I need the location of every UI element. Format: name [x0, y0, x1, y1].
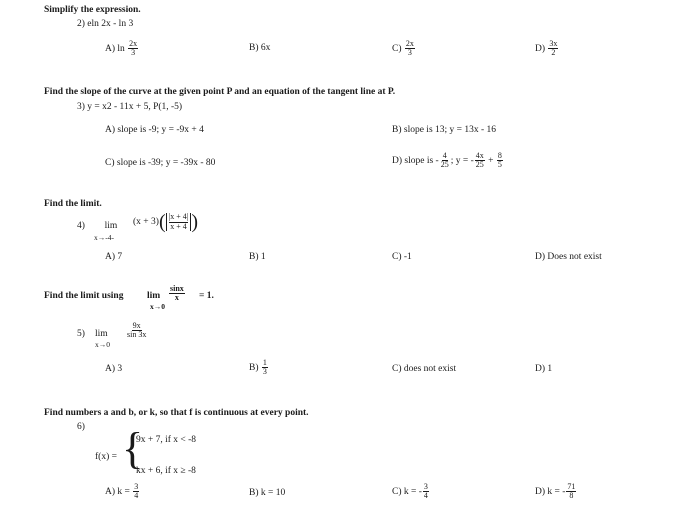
q6-option-b[interactable]: B) k = 10 [249, 488, 286, 498]
q6-option-d-numerator: 71 [567, 482, 576, 491]
q5-option-b-fraction [262, 359, 268, 377]
q6-option-c-numerator: 3 [423, 482, 428, 491]
q5-lim: lim [95, 329, 108, 339]
q2-option-c-numerator: 2x [405, 39, 414, 48]
q6-heading: Find numbers a and b, or k, so that f is continuous at every point. [44, 408, 309, 418]
q5-heading-denominator: x [174, 293, 179, 303]
q6-option-a-numerator: 3 [134, 482, 139, 491]
q2-option-d-denominator: 2 [551, 48, 556, 58]
q3-heading: Find the slope of the curve at the given point P and an equation of the tangent line at P. [44, 87, 396, 97]
q2-option-c-denominator: 3 [407, 48, 412, 58]
q5-heading-numerator: sinx [170, 284, 184, 293]
q5-heading-lim: lim [147, 291, 161, 301]
q3-option-d-label: D) slope is - [392, 156, 439, 167]
q4-abs-fraction [166, 213, 192, 231]
q6-option-a[interactable] [105, 483, 140, 501]
q4-lim-subscript: x→-4- [94, 233, 114, 242]
q2-option-d-fraction [548, 40, 558, 58]
q4-abs-numerator: |x + 4| [168, 212, 189, 222]
q4-option-d[interactable]: D) Does not exist [535, 252, 602, 262]
q3-option-d-fraction-2-num: 4x [475, 151, 484, 160]
q5-option-b[interactable] [249, 359, 269, 377]
q2-heading: Simplify the expression. [44, 5, 141, 15]
q4-expression-left: (x + 3) [133, 217, 159, 228]
q3-option-d-fraction-1-num: 4 [442, 151, 447, 160]
q6-number: 6) [77, 422, 85, 432]
q6-option-a-denominator: 4 [134, 491, 139, 501]
q2-option-d[interactable] [535, 40, 559, 58]
q5-heading-fraction [168, 285, 186, 303]
q6-option-c-denominator: 4 [423, 491, 428, 501]
q5-heading-tail: = 1. [199, 291, 214, 301]
q3-option-d-fraction-3-num: 8 [497, 151, 502, 160]
q3-option-a[interactable]: A) slope is -9; y = -9x + 4 [105, 125, 204, 135]
q4-paren-open: ( [158, 211, 166, 233]
q4-option-a[interactable]: A) 7 [105, 252, 123, 262]
q2-option-d-label: D) [535, 44, 546, 55]
q5-option-b-numerator: 1 [262, 358, 267, 367]
q2-option-a-denominator: 3 [131, 48, 136, 58]
q5-option-b-denominator: 3 [262, 367, 267, 377]
q4-option-b[interactable]: B) 1 [249, 252, 266, 262]
q4-number: 4) [77, 221, 85, 231]
q5-option-b-label: B) [249, 363, 259, 374]
q4-abs-denominator: x + 4 [170, 221, 187, 231]
q5-expression [125, 322, 148, 340]
q3-option-d-fraction-3-den: 5 [497, 160, 502, 170]
q5-option-c[interactable]: C) does not exist [392, 364, 457, 374]
q5-heading-lim-subscript: x→0 [150, 302, 165, 311]
q6-case-2: kx + 6, if x ≥ -8 [136, 466, 196, 476]
q3-option-d-fraction-3 [497, 152, 503, 170]
q4-lim: lim [104, 221, 118, 231]
q6-option-d-label: D) k = - [535, 487, 566, 498]
q2-option-d-numerator: 3x [549, 39, 558, 48]
q2-option-c-label: C) [392, 44, 402, 55]
q5-numerator: 9x [132, 321, 141, 330]
q3-option-d-plus: + [488, 156, 494, 167]
q3-option-d-fraction-1-den: 25 [440, 160, 449, 170]
q3-option-b[interactable]: B) slope is 13; y = 13x - 16 [392, 125, 497, 135]
q2-option-c[interactable] [392, 40, 416, 58]
q3-option-c[interactable]: C) slope is -39; y = -39x - 80 [105, 158, 216, 168]
q6-function-label: f(x) = [95, 452, 117, 462]
q3-option-d-fraction-1 [440, 152, 450, 170]
q6-option-a-fraction [133, 483, 139, 501]
q4-heading: Find the limit. [44, 199, 102, 209]
q6-option-c-label: C) k = - [392, 487, 422, 498]
q6-option-c[interactable] [392, 483, 430, 501]
q6-option-c-fraction [423, 483, 429, 501]
q2-option-a-label: A) ln [105, 44, 125, 55]
q5-denominator: sin 3x [127, 330, 147, 340]
q6-option-d-denominator: 8 [569, 491, 574, 501]
q4-paren-close: ) [191, 211, 198, 233]
q6-case-1: 9x + 7, if x < -8 [136, 435, 197, 445]
q5-fraction [126, 322, 147, 340]
q3-prompt: 3) y = x2 - 11x + 5, P(1, -5) [77, 102, 183, 112]
q2-prompt: 2) eln 2x - ln 3 [77, 19, 134, 29]
q3-option-d[interactable] [392, 152, 504, 170]
q5-heading-text: Find the limit using [44, 291, 124, 301]
q2-option-a-fraction [128, 40, 138, 58]
q4-expression [133, 212, 198, 232]
q6-option-a-label: A) k = [105, 487, 130, 498]
q3-option-d-fraction-2 [475, 152, 485, 170]
q2-option-b[interactable]: B) 6x [249, 43, 271, 53]
q4-option-c[interactable]: C) -1 [392, 252, 412, 262]
q6-option-d[interactable] [535, 483, 577, 501]
q5-heading-fraction-inner [169, 285, 185, 303]
q6-left-brace: { [122, 424, 144, 473]
q3-option-d-middle: ; y = - [450, 156, 474, 167]
q2-option-a-numerator: 2x [129, 39, 138, 48]
q3-option-d-fraction-2-den: 25 [475, 160, 484, 170]
q2-option-c-fraction [405, 40, 415, 58]
q5-option-a[interactable]: A) 3 [105, 364, 123, 374]
q6-option-d-fraction [566, 483, 576, 501]
q5-option-d[interactable]: D) 1 [535, 364, 553, 374]
q2-option-a[interactable] [105, 40, 139, 58]
q5-number: 5) [77, 329, 85, 339]
q5-lim-subscript: x→0 [95, 340, 110, 349]
